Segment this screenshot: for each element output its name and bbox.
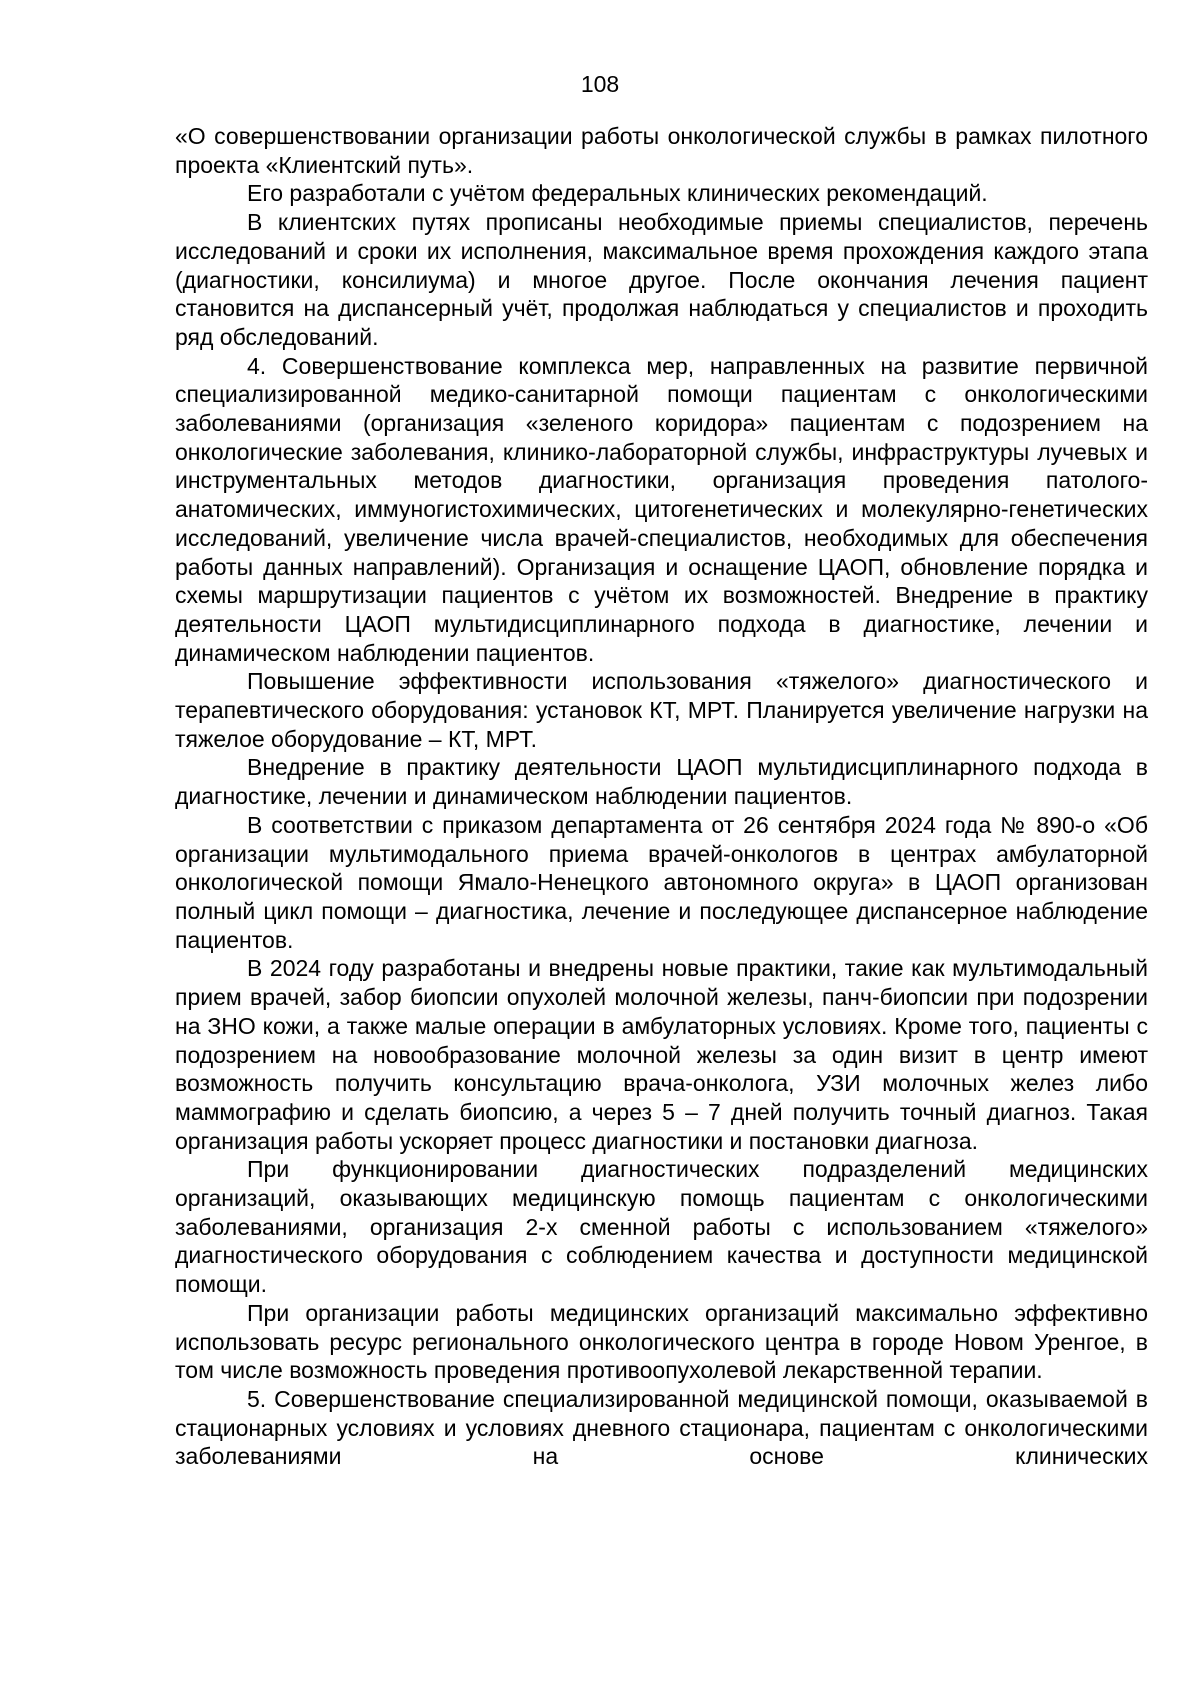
paragraph-10: При организации работы медицинских организаций максимально эффективно использовать ресурс регионального онкологического центра в городе Новом Уренгое, в том числе возможность проведения противоопухолевой лекарственной терапии.: [175, 1299, 1148, 1384]
paragraph-7: В соответствии с приказом департамента от 26 сентября 2024 года № 890-о «Об организации мультимодального приема врачей-онкологов в центрах амбулаторной онкологической помощи Ямало-Ненецкого автономного округа» в ЦАОП организован полный цикл помощи – диагностика, лечение и последующее диспансерное наблюдение пациентов.: [175, 811, 1148, 953]
paragraph-3: В клиентских путях прописаны необходимые приемы специалистов, перечень исследований и сроки их исполнения, максимальное время прохождения каждого этапа (диагностики, консилиума) и многое другое. После окончания лечения пациент становится на диспансерный учёт, продолжая наблюдаться у специалистов и проходить ряд обследований.: [175, 209, 1148, 350]
paragraph-1: «О совершенствовании организации работы онкологической службы в рамках пилотного проекта «Клиентский путь».: [175, 123, 1148, 178]
paragraph-11: 5. Совершенствование специализированной медицинской помощи, оказываемой в стационарных условиях и условиях дневного стационара, пациентам с онкологическими заболеваниями на основе клинических: [175, 1385, 1148, 1470]
paragraph-6: Внедрение в практику деятельности ЦАОП мультидисциплинарного подхода в диагностике, лечении и динамическом наблюдении пациентов.: [175, 754, 1148, 810]
paragraph-9: При функционировании диагностических подразделений медицинских организаций, оказывающих медицинскую помощь пациентам с онкологическими заболеваниями, организация 2-х сменной работы с использованием «тяжелого» диагностического оборудования с соблюдением качества и доступности медицинской помощи.: [175, 1156, 1148, 1298]
paragraph-8: В 2024 году разработаны и внедрены новые практики, такие как мультимодальный прием врачей, забор биопсии опухолей молочной железы, панч-биопсии при подозрении на ЗНО кожи, а также малые операции в амбулаторных условиях. Кроме того, пациенты с подозрением на новообразование молочной железы за один визит в центр имеют возможность получить консультацию врача-онколога, УЗИ молочных желез либо маммографию и сделать биопсию, а через 5 – 7 дней получить точный диагноз. Такая организация работы ускоряет процесс диагностики и постановки диагноза.: [175, 955, 1148, 1154]
document-body: [175, 122, 1148, 1471]
paragraph-2: Его разработали с учётом федеральных клинических рекомендаций.: [247, 180, 988, 207]
page-number: 108: [580, 71, 620, 97]
paragraph-4: 4. Совершенствование комплекса мер, направленных на развитие первичной специализированной медико-санитарной помощи пациентам с онкологическими заболеваниями (организация «зеленого коридора» пациентам с подозрением на онкологические заболевания, клинико-лабораторной службы, инфраструктуры лучевых и инструментальных методов диагностики, организация проведения патолого-анатомических, иммуногистохимических, цитогенетических и молекулярно-генетических исследований, увеличение числа врачей-специалистов, необходимых для обеспечения работы данных направлений). Организация и оснащение ЦАОП, обновление порядка и схемы маршрутизации пациентов с учётом их возможностей. Внедрение в практику деятельности ЦАОП мультидисциплинарного подхода в диагностике, лечении и динамическом наблюдении пациентов.: [175, 352, 1148, 666]
paragraph-5: Повышение эффективности использования «тяжелого» диагностического и терапевтического оборудования: установок КТ, МРТ. Планируется увеличение нагрузки на тяжелое оборудование – КТ, МРТ.: [175, 668, 1148, 752]
